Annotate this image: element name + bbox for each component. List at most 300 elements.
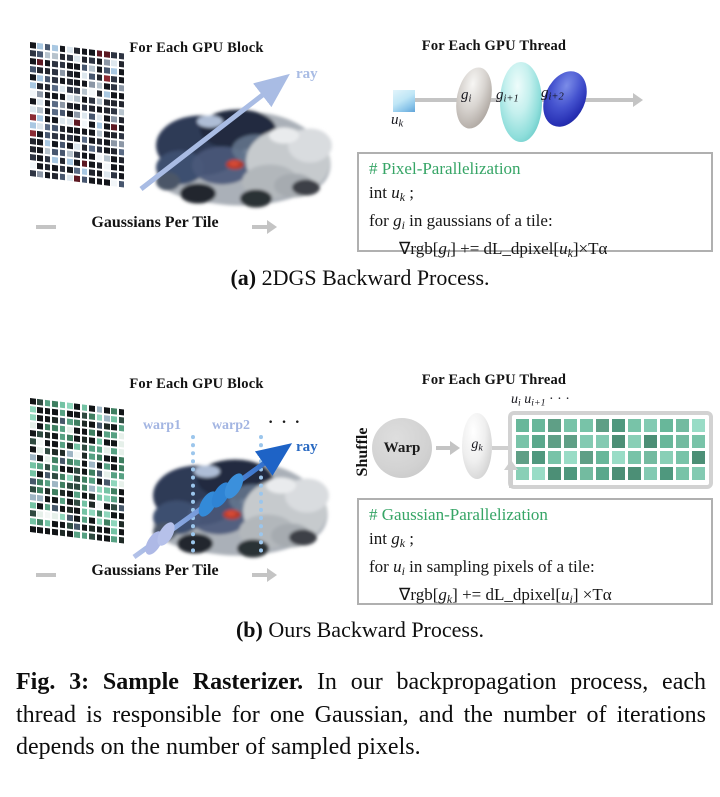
grid-cell — [111, 520, 117, 527]
grid-cell — [628, 419, 641, 432]
grid-cell — [97, 170, 103, 177]
gaussian-ellipse-gi — [451, 64, 497, 132]
flow-arrow-a-icon — [252, 225, 268, 229]
grid-cell — [111, 488, 117, 495]
grid-cell — [37, 123, 43, 130]
grid-cell — [52, 133, 58, 140]
grid-cell — [89, 493, 95, 500]
flow-dash-a — [36, 225, 56, 229]
grid-cell — [30, 74, 36, 81]
grid-cell — [45, 512, 51, 519]
grid-cell — [104, 83, 110, 90]
grid-cell — [60, 481, 66, 488]
grid-cell — [82, 452, 88, 459]
grid-cell — [30, 502, 36, 509]
grid-cell — [30, 138, 36, 145]
grid-cell — [692, 419, 705, 432]
figure-main-caption — [16, 666, 706, 764]
grid-cell — [82, 144, 88, 151]
grid-cell — [119, 77, 125, 84]
grid-cell — [37, 479, 43, 486]
grid-cell — [52, 109, 58, 116]
grid-cell — [45, 116, 51, 123]
grid-cell — [52, 417, 58, 424]
heading-gpu-thread-a: For Each GPU Thread — [421, 38, 567, 54]
grid-cell — [67, 102, 73, 109]
grid-cell — [37, 155, 43, 162]
grid-cell — [67, 134, 73, 141]
grid-cell — [97, 486, 103, 493]
code-line: for gi in gaussians of a tile: — [369, 210, 553, 232]
grid-cell — [119, 513, 125, 520]
grid-cell — [37, 439, 43, 446]
grid-cell — [104, 163, 110, 170]
grid-cell — [564, 451, 577, 464]
grid-cell — [89, 129, 95, 136]
grid-cell — [532, 467, 545, 480]
code-line: # Pixel-Parallelization — [369, 159, 521, 178]
grid-cell — [82, 420, 88, 427]
grid-cell — [119, 537, 125, 544]
grid-cell — [119, 141, 125, 148]
grid-cell — [30, 98, 36, 105]
grid-cell — [74, 71, 80, 78]
warp-ellipsis-label: · · · — [268, 414, 303, 431]
grid-cell — [60, 505, 66, 512]
grid-cell — [111, 76, 117, 83]
grid-cell — [580, 419, 593, 432]
grid-cell — [104, 123, 110, 130]
grid-cell — [82, 500, 88, 507]
grid-cell — [45, 132, 51, 139]
grid-cell — [67, 110, 73, 117]
grid-cell — [119, 117, 125, 124]
grid-cell — [89, 153, 95, 160]
grid-cell — [74, 419, 80, 426]
grid-cell — [52, 101, 58, 108]
warp-circle: Warp — [372, 418, 432, 478]
grid-cell — [37, 163, 43, 170]
grid-cell — [37, 415, 43, 422]
grid-cell — [45, 408, 51, 415]
grid-cell — [82, 128, 88, 135]
grid-cell — [52, 489, 58, 496]
grid-cell — [37, 455, 43, 462]
grid-cell — [660, 451, 673, 464]
grid-cell — [612, 467, 625, 480]
code-box-pixel-parallelization — [357, 152, 713, 261]
grid-cell — [52, 497, 58, 504]
grid-cell — [97, 82, 103, 89]
ray-label-b: ray — [296, 439, 318, 455]
caption-a-tag: (a) — [230, 265, 257, 290]
grid-cell — [119, 85, 125, 92]
grid-cell — [37, 171, 43, 178]
grid-cell — [52, 433, 58, 440]
warp2-label: warp2 — [211, 418, 251, 433]
grid-cell — [660, 435, 673, 448]
code-line: int uk ; — [369, 182, 414, 204]
grid-cell — [111, 172, 117, 179]
grid-cell — [97, 154, 103, 161]
grid-cell — [67, 86, 73, 93]
grid-cell — [67, 158, 73, 165]
grid-cell — [52, 473, 58, 480]
grid-cell — [30, 406, 36, 413]
grid-cell — [74, 127, 80, 134]
grid-cell — [89, 477, 95, 484]
grid-cell — [67, 70, 73, 77]
grid-cell — [89, 65, 95, 72]
grid-cell — [74, 79, 80, 86]
grid-cell — [45, 84, 51, 91]
grid-cell — [45, 464, 51, 471]
grid-cell — [30, 430, 36, 437]
grid-cell — [45, 172, 51, 179]
grid-cell — [104, 407, 110, 414]
grid-cell — [45, 440, 51, 447]
grid-cell — [60, 94, 66, 101]
grid-cell — [52, 117, 58, 124]
grid-cell — [37, 51, 43, 58]
grid-cell — [37, 423, 43, 430]
grid-cell — [45, 76, 51, 83]
grid-cell — [74, 103, 80, 110]
grid-cell — [97, 138, 103, 145]
grid-cell — [74, 467, 80, 474]
grid-cell — [104, 439, 110, 446]
grid-cell — [82, 436, 88, 443]
grid-cell — [564, 435, 577, 448]
grid-cell — [82, 96, 88, 103]
grid-cell — [104, 503, 110, 510]
grid-cell — [30, 130, 36, 137]
grid-cell — [119, 425, 125, 432]
grid-cell — [52, 61, 58, 68]
grid-cell — [37, 431, 43, 438]
grid-cell — [37, 83, 43, 90]
grid-cell — [104, 99, 110, 106]
grid-cell — [30, 106, 36, 113]
grid-cell — [37, 43, 43, 50]
code-line: ∇rgb[gi] += dL_dpixel[uk]×Tα — [399, 239, 608, 261]
grid-cell — [30, 422, 36, 429]
grid-cell — [74, 63, 80, 70]
grid-cell — [119, 165, 125, 172]
grid-cell — [97, 414, 103, 421]
grid-cell — [516, 419, 529, 432]
grid-cell — [119, 473, 125, 480]
grid-cell — [60, 125, 66, 132]
grid-cell — [111, 448, 117, 455]
grid-cell — [60, 402, 66, 409]
grid-cell — [104, 463, 110, 470]
grid-cell — [111, 60, 117, 67]
grid-cell — [97, 438, 103, 445]
grid-cell — [74, 531, 80, 538]
grid-cell — [119, 465, 125, 472]
grid-cell — [30, 462, 36, 469]
grid-cell — [676, 467, 689, 480]
grid-cell — [89, 413, 95, 420]
grid-cell — [45, 52, 51, 59]
grid-cell — [60, 165, 66, 172]
grid-cell — [82, 524, 88, 531]
grid-cell — [82, 48, 88, 55]
grid-cell — [37, 67, 43, 74]
grid-cell — [104, 471, 110, 478]
grid-cell — [612, 435, 625, 448]
grid-cell — [67, 47, 73, 54]
grid-cell — [67, 166, 73, 173]
grid-cell — [111, 132, 117, 139]
grid-cell — [67, 419, 73, 426]
grid-cell — [52, 505, 58, 512]
grid-cell — [45, 164, 51, 171]
grid-cell — [676, 435, 689, 448]
grid-cell — [104, 131, 110, 138]
grid-cell — [82, 176, 88, 183]
grid-cell — [692, 467, 705, 480]
code-line: # Gaussian-Parallelization — [369, 505, 548, 524]
grid-cell — [67, 474, 73, 481]
grid-cell — [628, 435, 641, 448]
grid-cell — [97, 430, 103, 437]
flow-label-a: Gaussians Per Tile — [91, 214, 219, 231]
grid-cell — [30, 58, 36, 65]
grid-cell — [74, 151, 80, 158]
warp1-label: warp1 — [142, 418, 182, 433]
pixel-sequence-labels: ui ui+1 · · · — [511, 392, 570, 409]
grid-cell — [111, 68, 117, 75]
grid-cell — [67, 490, 73, 497]
grid-cell — [111, 140, 117, 147]
grid-cell — [52, 125, 58, 132]
grid-cell — [119, 505, 125, 512]
grid-cell — [45, 496, 51, 503]
grid-cell — [74, 483, 80, 490]
grid-cell — [104, 519, 110, 526]
grid-cell — [97, 406, 103, 413]
grid-cell — [89, 169, 95, 176]
grid-cell — [52, 149, 58, 156]
grid-cell — [104, 147, 110, 154]
grid-cell — [52, 85, 58, 92]
grid-cell — [60, 54, 66, 61]
gk-label: gk — [471, 437, 483, 454]
grid-cell — [30, 526, 36, 533]
grid-cell — [52, 465, 58, 472]
grid-cell — [82, 80, 88, 87]
grid-cell — [119, 409, 125, 416]
grid-cell — [111, 100, 117, 107]
grid-cell — [104, 423, 110, 430]
grid-cell — [111, 148, 117, 155]
grid-cell — [37, 511, 43, 518]
grid-cell — [30, 66, 36, 73]
grid-cell — [60, 442, 66, 449]
grid-cell — [67, 482, 73, 489]
sampled-pixel-grid — [516, 419, 705, 480]
grid-cell — [30, 510, 36, 517]
grid-cell — [104, 67, 110, 74]
caption-b — [0, 617, 720, 643]
grid-cell — [74, 491, 80, 498]
grid-cell — [111, 536, 117, 543]
grid-cell — [111, 480, 117, 487]
grid-cell — [89, 509, 95, 516]
grid-cell — [628, 467, 641, 480]
grid-cell — [45, 480, 51, 487]
grid-cell — [30, 90, 36, 97]
grid-cell — [692, 435, 705, 448]
grid-cell — [644, 467, 657, 480]
grid-cell — [89, 453, 95, 460]
grid-cell — [74, 475, 80, 482]
grid-cell — [67, 426, 73, 433]
grid-cell — [45, 504, 51, 511]
code-line: for ui in sampling pixels of a tile: — [369, 556, 595, 578]
grid-cell — [52, 409, 58, 416]
gi2-label: gi+2 — [541, 85, 564, 103]
grid-cell — [82, 508, 88, 515]
grid-cell — [52, 53, 58, 60]
grid-cell — [82, 160, 88, 167]
grid-cell — [564, 467, 577, 480]
grid-cell — [111, 156, 117, 163]
grid-cell — [45, 60, 51, 67]
figure-number-label: Fig. 3: Sample Rasterizer. — [16, 669, 304, 695]
grid-cell — [97, 526, 103, 533]
grid-cell — [52, 457, 58, 464]
grid-cell — [104, 431, 110, 438]
grid-cell — [111, 512, 117, 519]
grid-cell — [60, 466, 66, 473]
grid-cell — [82, 136, 88, 143]
grid-cell — [564, 419, 577, 432]
grid-cell — [52, 401, 58, 408]
grid-cell — [119, 109, 125, 116]
grid-cell — [97, 422, 103, 429]
grid-cell — [74, 159, 80, 166]
grid-cell — [60, 102, 66, 109]
grid-cell — [45, 92, 51, 99]
grid-cell — [104, 527, 110, 534]
grid-cell — [45, 148, 51, 155]
grid-cell — [82, 428, 88, 435]
grid-cell — [119, 489, 125, 496]
grid-cell — [111, 440, 117, 447]
grid-cell — [548, 467, 561, 480]
grid-cell — [532, 419, 545, 432]
grid-cell — [60, 410, 66, 417]
grid-cell — [67, 506, 73, 513]
grid-cell — [37, 399, 43, 406]
grid-cell — [104, 155, 110, 162]
grid-cell — [111, 424, 117, 431]
grid-cell — [692, 451, 705, 464]
grid-cell — [89, 161, 95, 168]
ray-label-a: ray — [296, 66, 318, 82]
grid-cell — [89, 113, 95, 120]
grid-cell — [37, 131, 43, 138]
grid-cell — [67, 174, 73, 181]
grid-cell — [60, 426, 66, 433]
grid-cell — [67, 78, 73, 85]
grid-cell — [119, 101, 125, 108]
grid-cell — [45, 456, 51, 463]
sampled-pixel-grid-box — [508, 411, 713, 489]
grid-cell — [97, 454, 103, 461]
grid-cell — [89, 57, 95, 64]
grid-cell — [45, 100, 51, 107]
grid-cell — [30, 42, 36, 49]
grid-cell — [74, 143, 80, 150]
grid-cell — [97, 162, 103, 169]
grid-cell — [111, 164, 117, 171]
code-box-gaussian-parallelization — [357, 498, 713, 605]
caption-b-text: Ours Backward Process. — [262, 617, 485, 642]
grid-cell — [45, 416, 51, 423]
grid-cell — [67, 450, 73, 457]
grid-cell — [67, 403, 73, 410]
grid-cell — [30, 170, 36, 177]
grid-cell — [60, 70, 66, 77]
grid-cell — [52, 45, 58, 52]
grid-cell — [612, 419, 625, 432]
uk-label: uk — [391, 112, 404, 130]
image-tile-grid-a — [30, 42, 124, 188]
grid-cell — [89, 429, 95, 436]
grid-cell — [74, 403, 80, 410]
grid-cell — [74, 443, 80, 450]
grid-cell — [119, 521, 125, 528]
grid-cell — [89, 89, 95, 96]
grid-cell — [111, 528, 117, 535]
grid-cell — [67, 522, 73, 529]
grid-cell — [52, 520, 58, 527]
grid-cell — [74, 135, 80, 142]
grid-cell — [532, 451, 545, 464]
loop-up-arrow-icon — [509, 469, 513, 488]
grid-cell — [644, 451, 657, 464]
grid-cell — [104, 535, 110, 542]
grid-cell — [104, 479, 110, 486]
grid-cell — [97, 106, 103, 113]
grid-cell — [30, 414, 36, 421]
grid-cell — [119, 69, 125, 76]
grid-cell — [60, 418, 66, 425]
grid-cell — [111, 124, 117, 131]
grid-cell — [60, 133, 66, 140]
gi1-label: gi+1 — [496, 87, 519, 105]
grid-cell — [97, 462, 103, 469]
grid-cell — [548, 451, 561, 464]
grid-cell — [82, 56, 88, 63]
grid-cell — [52, 513, 58, 520]
grid-cell — [660, 419, 673, 432]
grid-cell — [45, 140, 51, 147]
code-line: int gk ; — [369, 528, 414, 550]
grid-cell — [89, 177, 95, 184]
grid-cell — [548, 419, 561, 432]
grid-cell — [119, 529, 125, 536]
grid-cell — [612, 451, 625, 464]
grid-cell — [104, 495, 110, 502]
grid-cell — [516, 435, 529, 448]
grid-cell — [52, 425, 58, 432]
grid-cell — [30, 398, 36, 405]
